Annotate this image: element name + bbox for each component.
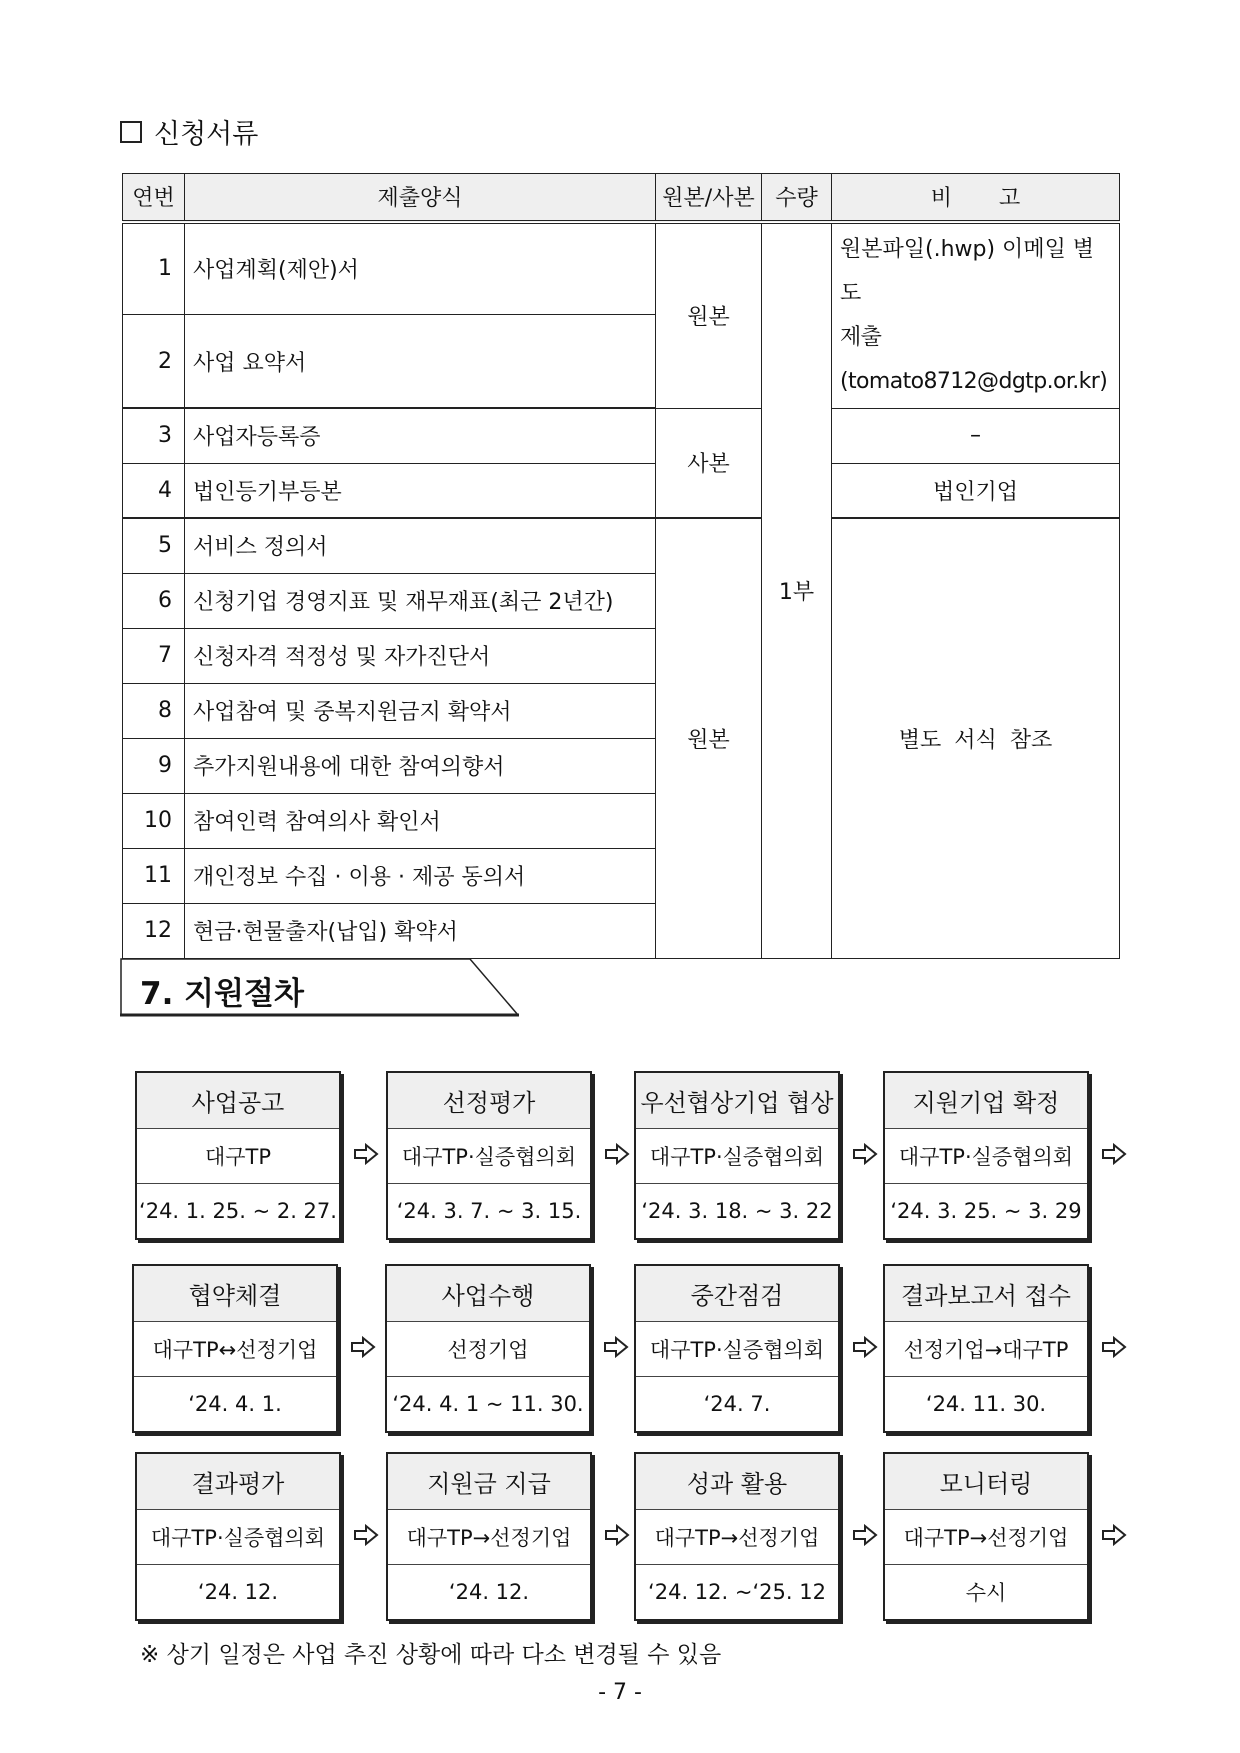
note-separate-form: 별도 서식 참조 (832, 518, 1120, 958)
procedure-step (883, 1264, 1089, 1433)
heading-text: 신청서류 (154, 119, 259, 150)
step-date: ‘24. 3. 7. ~ 3. 15. (388, 1183, 590, 1238)
step-date: ‘24. 4. 1 ~ 11. 30. (387, 1376, 589, 1431)
step-date: ‘24. 11. 30. (885, 1376, 1087, 1431)
type-cell: 사본 (656, 408, 762, 518)
step-title: 우선협상기업 협상 (636, 1073, 838, 1128)
row-number: 6 (123, 573, 185, 628)
row-document-name: 사업참여 및 중복지원금지 확약서 (185, 683, 656, 738)
section-title: 7. 지원절차 (140, 976, 304, 1012)
arrow-right-icon (350, 1336, 376, 1358)
arrow-right-icon (852, 1143, 878, 1165)
step-date: ‘24. 3. 18. ~ 3. 22 (636, 1183, 838, 1238)
row-number: 11 (123, 848, 185, 903)
step-org: 대구TP·실증협의회 (137, 1509, 339, 1564)
step-org: 대구TP·실증협의회 (388, 1128, 590, 1183)
row-document-name: 추가지원내용에 대한 참여의향서 (185, 738, 656, 793)
row-document-name: 사업계획(제안)서 (185, 222, 656, 315)
table-row (123, 222, 1120, 315)
checkbox-square-icon (120, 121, 142, 143)
row-document-name: 사업 요약서 (185, 315, 656, 408)
page-number: - 7 - (598, 1680, 642, 1705)
section-title-tab (120, 958, 518, 1016)
procedure-step (386, 1452, 592, 1621)
procedure-step (634, 1264, 840, 1433)
arrow-right-icon (852, 1336, 878, 1358)
step-title: 지원기업 확정 (885, 1073, 1087, 1128)
step-date: ‘24. 7. (636, 1376, 838, 1431)
procedure-step (634, 1452, 840, 1621)
step-org: 선정기업 (387, 1321, 589, 1376)
row-document-name: 참여인력 참여의사 확인서 (185, 793, 656, 848)
row-number: 2 (123, 315, 185, 408)
step-date: ‘24. 12. (388, 1564, 590, 1619)
arrow-right-icon (353, 1143, 379, 1165)
step-org: 대구TP (137, 1128, 339, 1183)
step-org: 대구TP→선정기업 (636, 1509, 838, 1564)
row-number: 12 (123, 903, 185, 958)
row-number: 7 (123, 628, 185, 683)
arrow-right-icon (1101, 1336, 1127, 1358)
procedure-step (386, 1071, 592, 1240)
arrow-right-icon (604, 1524, 630, 1546)
row-number: 1 (123, 222, 185, 315)
arrow-right-icon (852, 1524, 878, 1546)
step-title: 지원금 지급 (388, 1454, 590, 1509)
row-number: 3 (123, 408, 185, 463)
procedure-step (135, 1452, 341, 1621)
step-title: 사업수행 (387, 1266, 589, 1321)
header-type: 원본/사본 (656, 174, 762, 222)
step-date: ‘24. 4. 1. (134, 1376, 336, 1431)
row-document-name: 서비스 정의서 (185, 518, 656, 573)
step-org: 대구TP·실증협의회 (636, 1321, 838, 1376)
row-number: 4 (123, 463, 185, 518)
step-org: 선정기업→대구TP (885, 1321, 1087, 1376)
procedure-step (135, 1071, 341, 1240)
procedure-step (883, 1452, 1089, 1621)
step-org: 대구TP·실증협의회 (636, 1128, 838, 1183)
step-title: 선정평가 (388, 1073, 590, 1128)
step-date: ‘24. 1. 25. ~ 2. 27. (137, 1183, 339, 1238)
step-org: 대구TP·실증협의회 (885, 1128, 1087, 1183)
step-title: 결과평가 (137, 1454, 339, 1509)
procedure-step (883, 1071, 1089, 1240)
step-org: 대구TP→선정기업 (885, 1509, 1087, 1564)
table-header-row (123, 174, 1120, 222)
row-number: 9 (123, 738, 185, 793)
arrow-right-icon (353, 1524, 379, 1546)
quantity-cell: 1부 (762, 222, 832, 959)
row-number: 8 (123, 683, 185, 738)
header-no: 연번 (123, 174, 185, 222)
step-org: 대구TP↔선정기업 (134, 1321, 336, 1376)
row-document-name: 법인등기부등본 (185, 463, 656, 518)
schedule-footnote: ※ 상기 일정은 사업 추진 상황에 따라 다소 변경될 수 있음 (140, 1642, 722, 1668)
step-title: 사업공고 (137, 1073, 339, 1128)
procedure-step (634, 1071, 840, 1240)
step-date: 수시 (885, 1564, 1087, 1619)
step-title: 협약체결 (134, 1266, 336, 1321)
note-corporation: 법인기업 (832, 463, 1120, 518)
step-date: ‘24. 12. (137, 1564, 339, 1619)
documents-table (122, 173, 1120, 959)
note-dash: – (832, 408, 1120, 463)
row-number: 10 (123, 793, 185, 848)
step-title: 모니터링 (885, 1454, 1087, 1509)
step-org: 대구TP→선정기업 (388, 1509, 590, 1564)
arrow-right-icon (1101, 1143, 1127, 1165)
row-document-name: 현금·현물출자(납입) 확약서 (185, 903, 656, 958)
row-number: 5 (123, 518, 185, 573)
note-line: 원본파일(.hwp) 이메일 별도 (840, 236, 1095, 306)
procedure-step (132, 1264, 338, 1433)
header-qty: 수량 (762, 174, 832, 222)
step-title: 성과 활용 (636, 1454, 838, 1509)
type-cell: 원본 (656, 518, 762, 958)
step-date: ‘24. 12. ~‘25. 12 (636, 1564, 838, 1619)
row-document-name: 신청기업 경영지표 및 재무재표(최근 2년간) (185, 573, 656, 628)
step-date: ‘24. 3. 25. ~ 3. 29 (885, 1183, 1087, 1238)
document-heading (120, 112, 258, 151)
note-line: 제출(tomato8712@dgtp.or.kr) (840, 324, 1108, 394)
arrow-right-icon (604, 1143, 630, 1165)
header-form: 제출양식 (185, 174, 656, 222)
step-title: 결과보고서 접수 (885, 1266, 1087, 1321)
table-row (123, 463, 1120, 518)
type-cell: 원본 (656, 222, 762, 409)
row-document-name: 신청자격 적정성 및 자가진단서 (185, 628, 656, 683)
table-row (123, 518, 1120, 573)
table-row (123, 408, 1120, 463)
row-document-name: 사업자등록증 (185, 408, 656, 463)
note-email (832, 222, 1120, 409)
step-title: 중간점검 (636, 1266, 838, 1321)
arrow-right-icon (1101, 1524, 1127, 1546)
header-note: 비 고 (832, 174, 1120, 222)
row-document-name: 개인정보 수집 · 이용 · 제공 동의서 (185, 848, 656, 903)
arrow-right-icon (603, 1336, 629, 1358)
procedure-step (385, 1264, 591, 1433)
